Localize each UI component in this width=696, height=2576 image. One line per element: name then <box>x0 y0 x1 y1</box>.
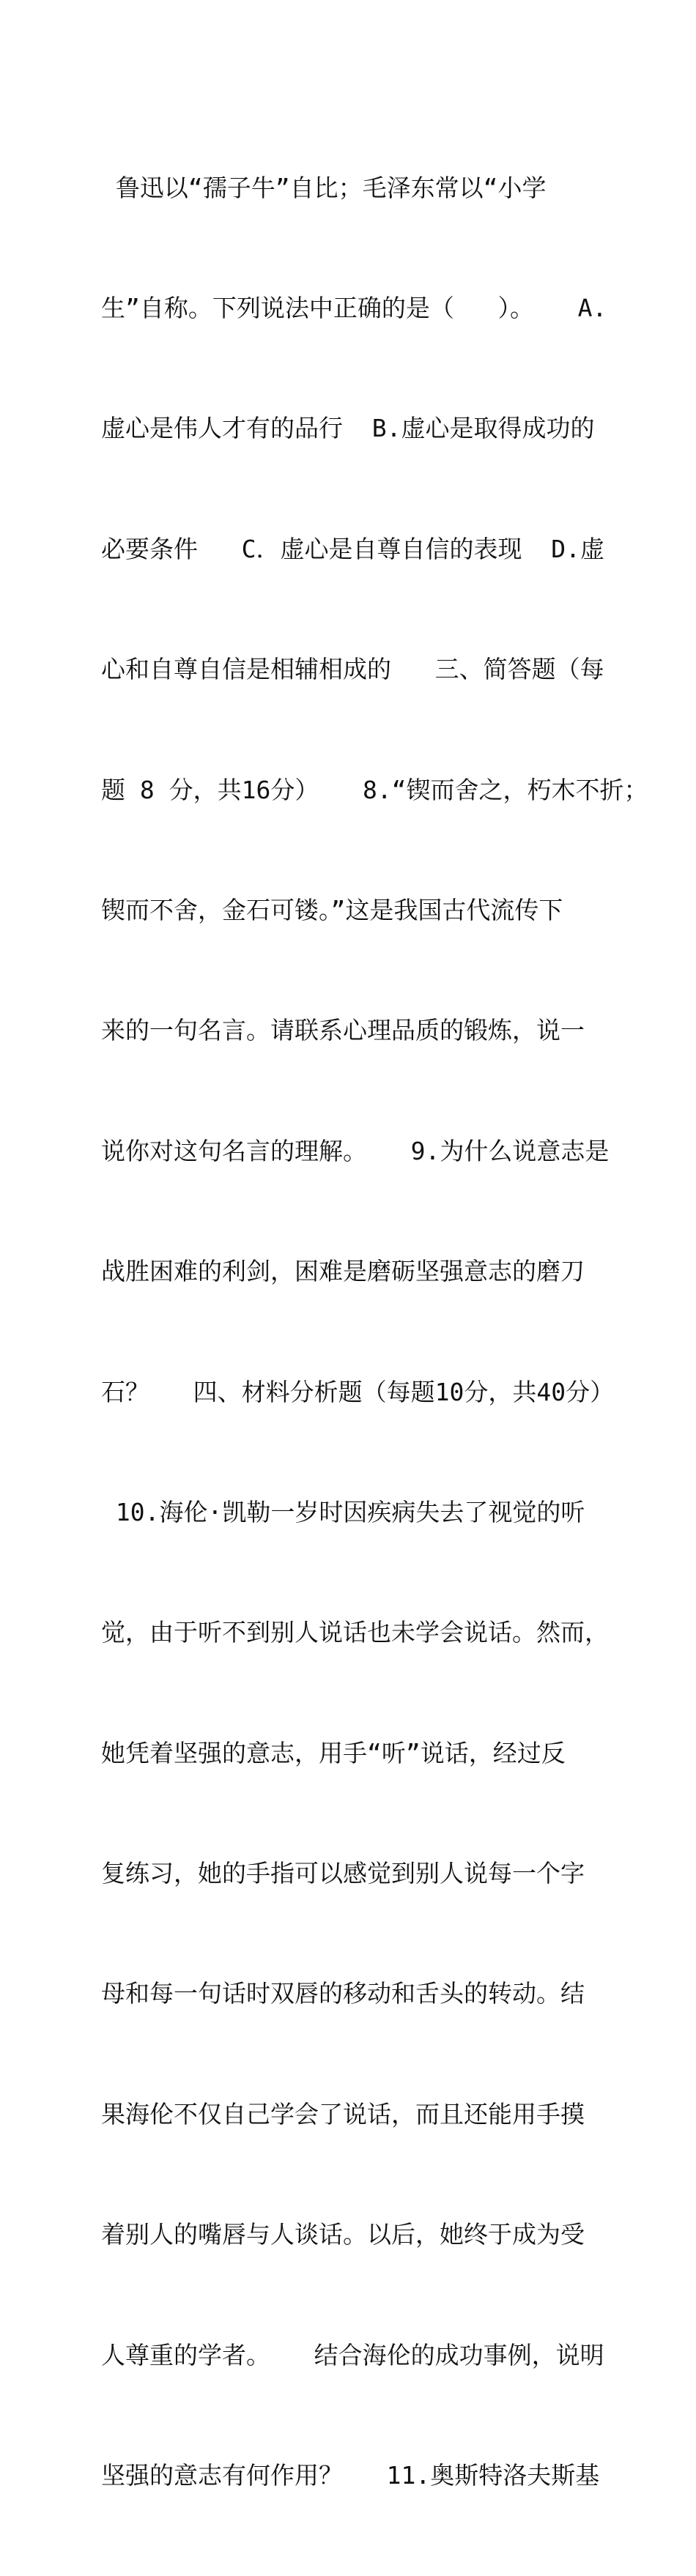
text-line: 复练习，她的手指可以感觉到别人说每一个字 <box>101 1859 585 1888</box>
text-line: 10.海伦·凯勒一岁时因疾病失去了视觉的听 <box>101 1497 585 1526</box>
text-line: 战胜困难的利剑，困难是磨砺坚强意志的磨刀 <box>101 1257 585 1286</box>
text-line: 坚强的意志有何作用？ 11.奥斯特洛夫斯基 <box>101 2461 600 2490</box>
text-line: 说你对这句名言的理解。 9.为什么说意志是 <box>101 1136 610 1165</box>
text-line: 着别人的嘴唇与人谈话。以后，她终于成为受 <box>101 2220 585 2249</box>
text-line: 果海伦不仅自己学会了说话，而且还能用手摸 <box>101 2099 585 2128</box>
text-line: 生”自称。下列说法中正确的是（ ）。 A. <box>101 293 607 322</box>
text-line: 题 8 分，共16分） 8.“锲而舍之，朽木不折； <box>101 775 648 804</box>
text-line: 虚心是伟人才有的品行 B.虚心是取得成功的 <box>101 414 595 443</box>
document-body <box>101 88 648 2576</box>
text-line: 母和每一句话时双唇的移动和舌头的转动。结 <box>101 1979 585 2008</box>
text-line: 必要条件 C．虚心是自尊自信的表现 D.虚 <box>101 534 604 563</box>
text-line: 锲而不舍，金石可镂。”这是我国古代流传下 <box>101 895 563 924</box>
text-line: 心和自尊自信是相辅相成的 三、简答题（每 <box>101 655 604 684</box>
text-line: 石？ 四、材料分析题（每题10分，共40分） <box>101 1377 615 1406</box>
text-line: 来的一句名言。请联系心理品质的锻炼，说一 <box>101 1016 585 1045</box>
text-line: 鲁迅以“孺子牛”自比；毛泽东常以“小学 <box>101 173 547 202</box>
text-line: 觉，由于听不到别人说话也未学会说话。然而， <box>101 1618 609 1647</box>
text-line: 她凭着坚强的意志，用手“听”说话，经过反 <box>101 1738 566 1767</box>
text-line: 人尊重的学者。 结合海伦的成功事例，说明 <box>101 2340 604 2369</box>
